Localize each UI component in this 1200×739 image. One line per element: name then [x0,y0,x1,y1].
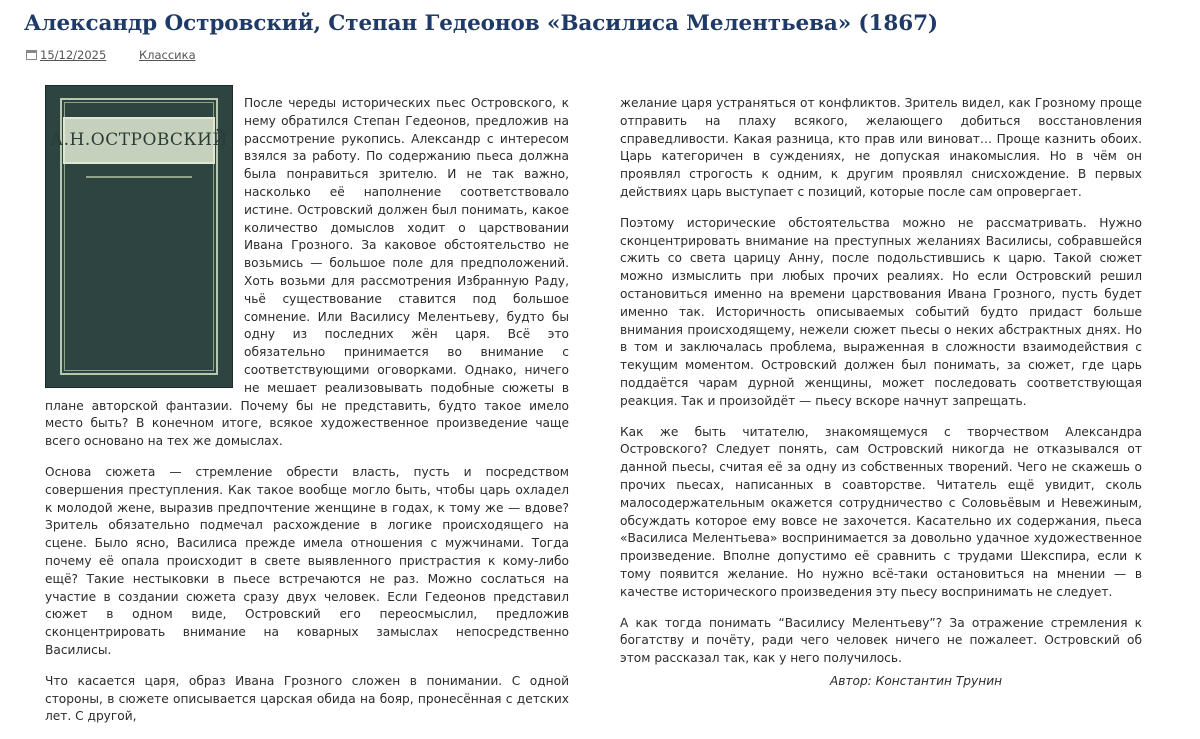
article-paragraph: Поэтому исторические обстоятельства можно не рассматривать. Нужно сконцентрировать внимание на преступных желаниях Василисы, собравшейся сжить со света царицу Анну, после подольстившись к царю. Такой сюжет можно измыслить при любых прочих реалиях. Но если Островский решил остановиться именно на времени царствования Ивана Грозного, пусть будет именно так. Историчность описываемых событий будто придаст больше внимания происходящему, нежели сюжет пьесы о неких абстрактных днях. Но в том и заключалась проблема, выраженная в сложности взаимодействия с текущим моментом. Островский должен был понимать, за сюжет, где царь поддаётся чарам дурной женщины, может последовать соответствующая реакция. Так и произойдёт — пьесу вскоре начнут запрещать. [620,215,1142,408]
article-paragraph: Как же быть читателю, знакомящемуся с творчеством Александра Островского? Следует понять, сам Островский никогда не отказывался от данной пьесы, считая её за одну из собственных творений. Чего не скажешь о прочих пьесах, написанных в соавторстве. Читатель ещё увидит, сколь малосодержательным окажется сотрудничество с Соловьёвым и Невежиным, обсуждать которое ему вовсе не захочется. Касательно их содержания, пьеса «Василиса Мелентьева» воспринимается за довольно удачное художественное произведение. Вполне допустимо её сравнить с трудами Шекспира, если к тому появится желание. Но нужно всё-таки остановиться на мнении — в качестве исторического произведения эту пьесу воспринимать не следует. [620,424,1142,599]
page-title: Александр Островский, Степан Гедеонов «Василиса Мелентьева» (1867) [24,11,939,36]
category-link[interactable]: Классика [138,48,196,62]
cover-ornament [86,176,192,178]
article-paragraph: желание царя устраняться от конфликтов. Зритель видел, как Грозному проще отправить на плаху всякого, желающего добиться восстановления справедливости. Какая разница, кто прав или виноват… Проще казнить обоих. Царь категоричен в суждениях, не допуская инакомыслия. Но в чём он проявлял строгость к одним, к другим проявлял снисхождение. В первых действиях царь выступает с позиций, которые после сам опровергает. [620,96,1142,199]
cover-label: А.Н.ОСТРОВСКИЙ [50,129,228,150]
post-meta [26,48,196,62]
cover-title-plate [50,117,228,164]
article-column-right [620,95,1142,691]
author-signature: Автор: Константин Трунин [829,673,1003,688]
article-paragraph: Что касается царя, образ Ивана Грозного сложен в понимании. С одной стороны, в сюжете описывается царская обида на бояр, пронесённая с детских лет. С другой, [45,673,569,724]
article-paragraph: После череды исторических пьес Островского, к нему обратился Степан Гедеонов, предложив на рассмотрение рукопись. Александр с интересом взялся за работу. По содержанию пьеса должна была понравиться зрителю. И не так важно, насколько её наполнение соответствовало истине. Островский должен был понимать, какое количество домыслов ходит о царствовании Ивана Грозного. За каковое обстоятельство не возьмись — большое поле для предположений. Хоть возьми для рассмотрения Избранную Раду, чьё существование ставится под большое сомнение. Или Василису Мелентьеву, будто бы одну из последних жён царя. Всё это обязательно принимается во внимание с соответствующими оговорками. Однако, ничего не мешает реализовывать подобные сюжеты в плане авторской фантазии. Почему бы не представить, будто такое имело место быть? В конечном итоге, всякое художественное произведение чаще всего основано на тех же домыслах. [45,96,569,449]
post-date-link[interactable]: 15/12/2025 [40,48,107,62]
article-paragraph: Основа сюжета — стремление обрести власть, пусть и посредством совершения преступления. Как такое вообще могло быть, чтобы царь охладел к молодой жене, выразив предпочтение женщине в годах, к тому же — вдове? Зритель обязательно подмечал расхождение в логике происходящего на сцене. Было ясно, Василиса прежде имела отношения с мужчинами. Тогда почему её опала происходит в свете выявленного пристрастия к кому-либо ещё? Такие нестыковки в пьесе встречаются не раз. Можно сослаться на участие в создании сюжета сразу двух человек. Если Гедеонов представил сюжет в одном виде, Островский его переосмыслил, предложив сконцентрировать внимание на коварных замыслах непосредственно Василисы. [45,464,569,657]
article-paragraph: А как тогда понимать “Василису Мелентьеву”? За отражение стремления к богатству и почёту, ради чего человек ничего не пожалеет. Островский об этом рассказал так, как у него получилось. [620,615,1142,666]
calendar-icon [26,50,37,60]
article-column-left [45,95,569,739]
book-cover-image [45,85,233,388]
